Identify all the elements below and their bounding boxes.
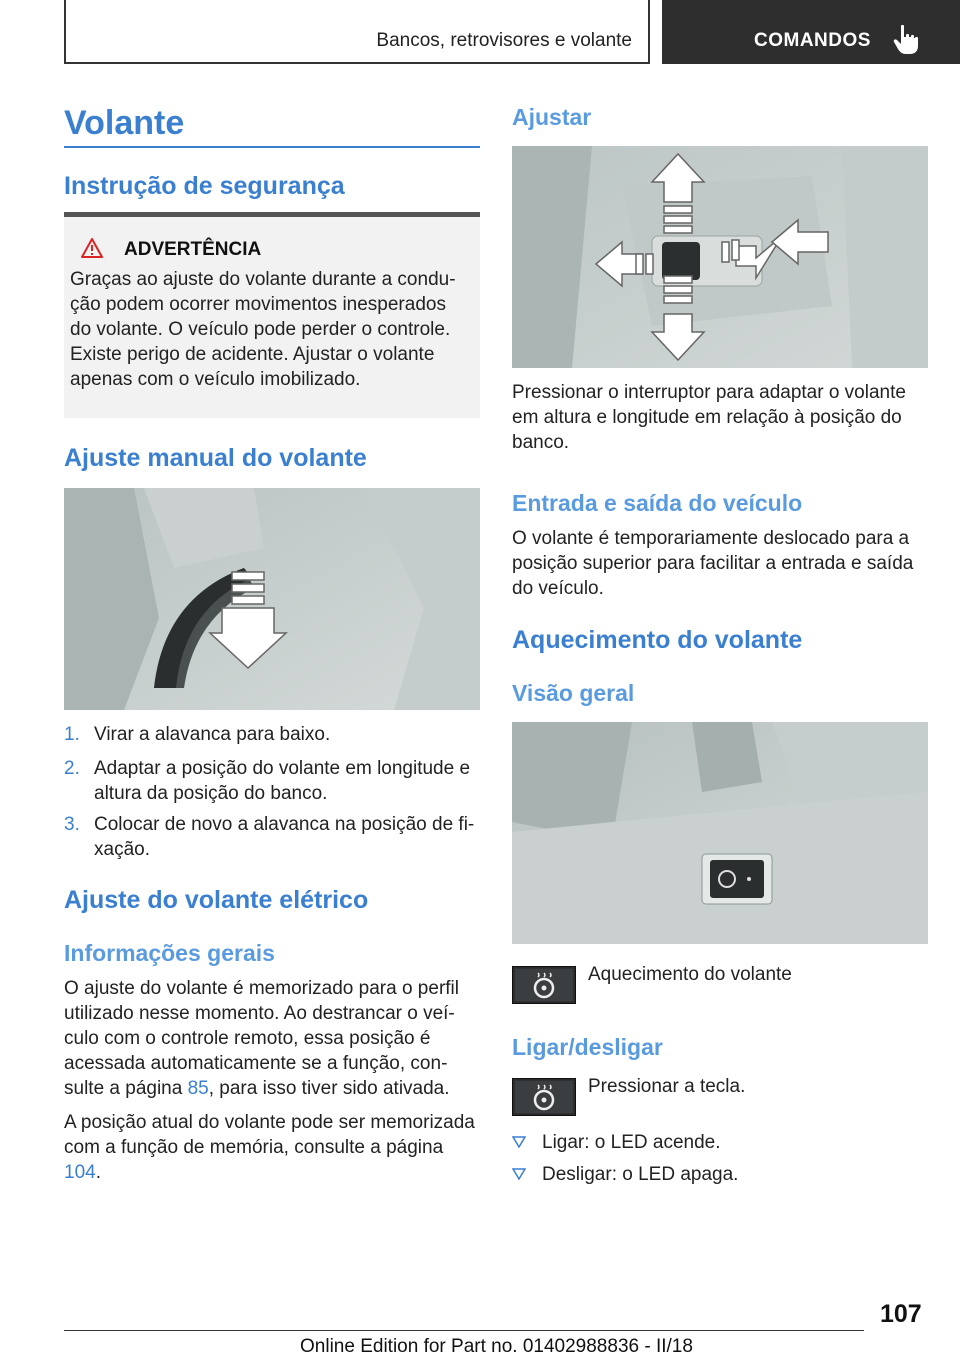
bullet-text: Ligar: o LED acende.: [542, 1132, 721, 1153]
step-number: 3.: [64, 814, 80, 835]
page-link-85[interactable]: 85: [187, 1078, 209, 1099]
warning-line: do volante. O veículo pode perder o controle.: [70, 319, 451, 340]
lever-illustration: [64, 488, 480, 710]
paragraph-line: acessada automaticamente se a função, con‐: [64, 1053, 448, 1074]
general-info-heading: Informações gerais: [64, 940, 275, 966]
safety-heading: Instrução de segurança: [64, 172, 345, 200]
paragraph-line: O volante é temporariamente deslocado para a: [512, 528, 910, 549]
step-number: 2.: [64, 758, 80, 779]
electric-adjust-heading: Ajuste do volante elétrico: [64, 886, 369, 914]
paragraph-line: [64, 1160, 480, 1185]
step-text: [94, 722, 480, 747]
adjust-heading: Ajustar: [512, 104, 592, 130]
paragraph-line: Pressionar o interruptor para adaptar o volante: [512, 382, 906, 403]
paragraph-line: culo com o controle remoto, essa posição é: [64, 1028, 431, 1049]
heating-key-thumbnail: [512, 1078, 576, 1116]
paragraph-line: posição superior para facilitar a entrada e saída: [512, 553, 914, 574]
entry-exit-heading: Entrada e saída do veículo: [512, 490, 803, 516]
text-run: , para isso tiver sido ativada.: [208, 1078, 450, 1099]
paragraph-line: banco.: [512, 432, 570, 453]
warning-label: ADVERTÊNCIA: [124, 239, 262, 260]
step-text: [94, 756, 480, 806]
warning-text: [70, 267, 474, 392]
text-run: sulte a página: [64, 1078, 188, 1099]
step-line: altura da posição do banco.: [94, 783, 328, 804]
paragraph-line: O ajuste do volante é memorizado para o perfil: [64, 978, 459, 999]
page-link-104[interactable]: 104: [64, 1162, 96, 1183]
warning-box: [64, 212, 480, 418]
title-rule: [64, 146, 480, 148]
switch-illustration: [512, 146, 928, 368]
step-number: 1.: [64, 724, 80, 745]
footer-rule: [64, 1330, 864, 1331]
press-key-label: Pressionar a tecla.: [588, 1076, 746, 1097]
pointing-hand-icon: [892, 24, 920, 56]
heating-button-thumbnail: [512, 966, 576, 1004]
paragraph-line: com a função de memória, consulte a página: [64, 1137, 444, 1158]
steering-heat-icon: [513, 1079, 575, 1115]
page-title: Volante: [64, 104, 185, 142]
step-line: Adaptar a posição do volante em longitude e: [94, 758, 471, 779]
overview-heading: Visão geral: [512, 680, 635, 706]
triangle-bullet-icon: [512, 1168, 526, 1180]
paragraph-line: utilizado nesse momento. Ao destrancar o veí‐: [64, 1003, 455, 1024]
paragraph-line: [64, 1076, 480, 1101]
memory-paragraph: [64, 1110, 480, 1185]
entry-exit-paragraph: [512, 526, 928, 601]
heating-button-label: Aquecimento do volante: [588, 964, 792, 985]
step-line: xação.: [94, 839, 150, 860]
edition-text: Online Edition for Part no. 01402988836 - II/18: [300, 1336, 693, 1357]
header-section-box: [662, 0, 960, 64]
chapter-title: Bancos, retrovisores e volante: [376, 30, 632, 51]
warning-line: Graças ao ajuste do volante durante a condu‐: [70, 269, 456, 290]
warning-line: apenas com o veículo imobilizado.: [70, 369, 361, 390]
triangle-bullet-icon: [512, 1136, 526, 1148]
warning-triangle-icon: [80, 237, 104, 259]
steering-heat-icon: [513, 967, 575, 1003]
step-line: Colocar de novo a alavanca na posição de fi‐: [94, 814, 475, 835]
heating-button-illustration: [512, 722, 928, 944]
heating-heading: Aquecimento do volante: [512, 626, 803, 654]
paragraph-line: do veículo.: [512, 578, 604, 599]
warning-line: ção podem ocorrer movimentos inesperados: [70, 294, 446, 315]
text-run: .: [95, 1162, 101, 1183]
manual-adjust-heading: Ajuste manual do volante: [64, 444, 367, 472]
header-chapter-box: [64, 0, 650, 64]
paragraph-line: A posição atual do volante pode ser memorizada: [64, 1112, 475, 1133]
step-line: Virar a alavanca para baixo.: [94, 724, 331, 745]
warning-line: Existe perigo de acidente. Ajustar o volante: [70, 344, 435, 365]
adjust-paragraph: [512, 380, 928, 455]
bullet-text: Desligar: o LED apaga.: [542, 1164, 739, 1185]
on-off-heading: Ligar/desligar: [512, 1034, 663, 1060]
general-info-paragraph: [64, 976, 480, 1101]
section-title: COMANDOS: [754, 30, 871, 51]
page-number: 107: [880, 1300, 922, 1328]
paragraph-line: em altura e longitude em relação à posição do: [512, 407, 902, 428]
step-text: [94, 812, 480, 862]
